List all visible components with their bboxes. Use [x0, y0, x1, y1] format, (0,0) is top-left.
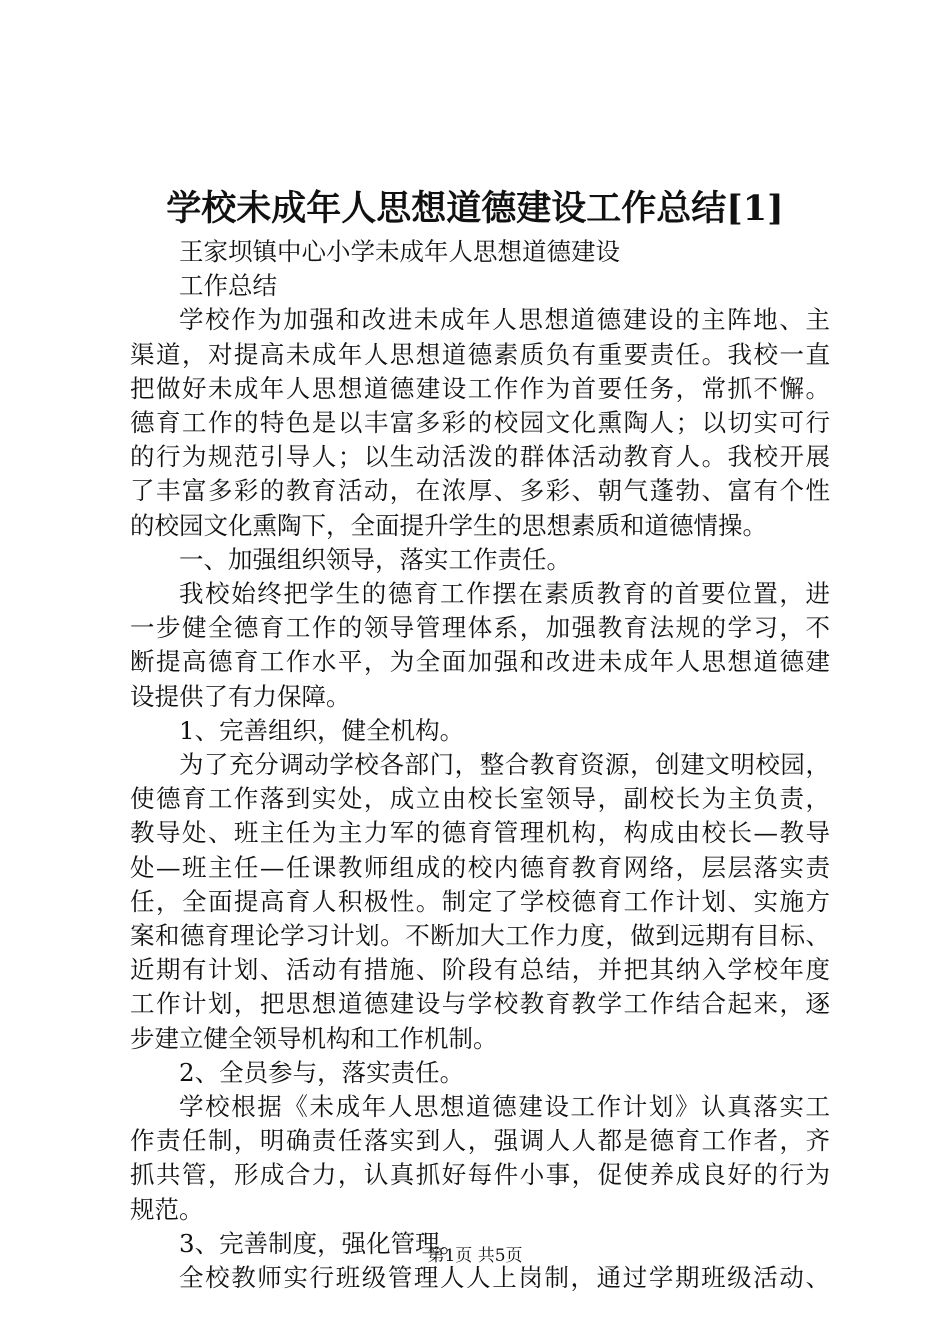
document-title: 学校未成年人思想道德建设工作总结[1]: [166, 188, 784, 229]
text-line: 抓共管，形成合力，认真抓好每件小事，促使养成良好的行为: [130, 1160, 830, 1190]
page-footer: 第1页 共5页: [427, 1246, 523, 1266]
text-line: 为了充分调动学校各部门，整合教育资源，创建文明校园，: [179, 750, 830, 780]
text-line: 近期有计划、活动有措施、阶段有总结，并把其纳入学校年度: [130, 955, 830, 985]
document-body: [130, 235, 830, 1295]
text-line: 一步健全德育工作的领导管理体系，加强教育法规的学习，不: [130, 613, 830, 643]
text-line: 了丰富多彩的教育活动，在浓厚、多彩、朝气蓬勃、富有个性: [130, 476, 830, 506]
text-line: 案和德育理论学习计划。不断加大工作力度，做到远期有目标、: [130, 921, 830, 951]
text-line: 规范。: [130, 1194, 204, 1224]
text-line: 步建立健全领导机构和工作机制。: [130, 1023, 498, 1053]
text-line: 王家坝镇中心小学未成年人思想道德建设: [179, 237, 620, 266]
text-line: 教导处、班主任为主力军的德育管理机构，构成由校长—教导: [130, 818, 830, 848]
text-line: 把做好未成年人思想道德建设工作作为首要任务，常抓不懈。: [130, 373, 830, 403]
text-line: 德育工作的特色是以丰富多彩的校园文化熏陶人；以切实可行: [130, 408, 830, 438]
text-line: 学校作为加强和改进未成年人思想道德建设的主阵地、主: [179, 305, 830, 335]
text-line: 2、全员参与，落实责任。: [179, 1057, 465, 1087]
text-line: 设提供了有力保障。: [130, 681, 351, 711]
text-line: 我校始终把学生的德育工作摆在素质教育的首要位置，进: [179, 579, 830, 609]
text-line: 一、加强组织领导，落实工作责任。: [179, 544, 571, 574]
text-line: 工作总结: [179, 271, 277, 301]
text-line: 作责任制，明确责任落实到人，强调人人都是德育工作者，齐: [130, 1126, 830, 1156]
text-line: 的行为规范引导人；以生动活泼的群体活动教育人。我校开展: [130, 442, 830, 472]
text-line: 全校教师实行班级管理人人上岗制，通过学期班级活动、: [179, 1263, 830, 1293]
text-line: 处—班主任—任课教师组成的校内德育教育网络，层层落实责: [130, 852, 830, 882]
text-line: 学校根据《未成年人思想道德建设工作计划》认真落实工: [179, 1092, 830, 1122]
text-line: 使德育工作落到实处，成立由校长室领导，副校长为主负责，: [130, 784, 830, 814]
text-line: 工作计划，把思想道德建设与学校教育教学工作结合起来，逐: [130, 989, 830, 1019]
text-line: 断提高德育工作水平，为全面加强和改进未成年人思想道德建: [130, 647, 830, 677]
text-line: 任，全面提高育人积极性。制定了学校德育工作计划、实施方: [130, 886, 830, 916]
text-line: 3、完善制度，强化管理。: [179, 1228, 465, 1258]
text-line: 1、完善组织，健全机构。: [179, 715, 465, 745]
text-line: 的校园文化熏陶下，全面提升学生的思想素质和道德情操。: [130, 510, 767, 540]
text-line: 渠道，对提高未成年人思想道德素质负有重要责任。我校一直: [130, 339, 830, 369]
